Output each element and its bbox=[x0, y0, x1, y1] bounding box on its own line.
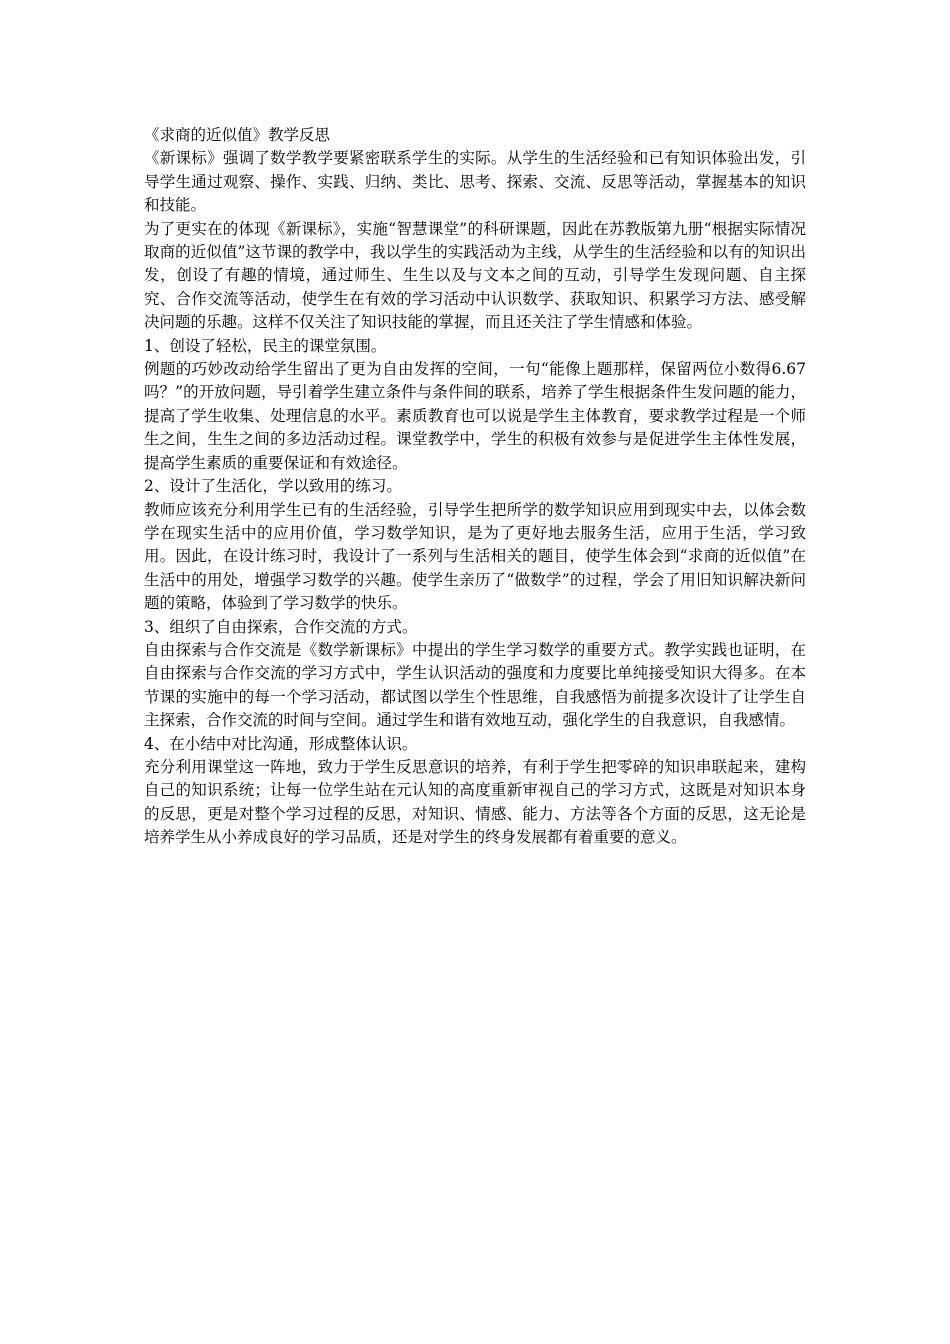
heading-point-4: 4、在小结中对比沟通，形成整体认识。 bbox=[144, 734, 418, 753]
heading-point-2: 2、设计了生活化，学以致用的练习。 bbox=[144, 477, 402, 496]
heading-point-1: 1、创设了轻松，民主的课堂氛围。 bbox=[144, 336, 387, 355]
document-title: 《求商的近似值》教学反思 bbox=[144, 126, 331, 144]
paragraph-point-3: 自由探索与合作交流是《数学新课标》中提出的学生学习数学的重要方式。教学实践也证明，在自由探索与合作交流的学习方式中，学生认识活动的强度和力度要比单纯接受知识大得多。在本节课的实施中的每一个学习活动，都试图以学生个性思维，自我感悟为前提多次设计了让学生自主探索，合作交流的时间与空间。通过学生和谐有效地互动，强化学生的自我意识，自我感情。 bbox=[144, 640, 806, 730]
paragraph-intro: 《新课标》强调了数学教学要紧密联系学生的实际。从学生的生活经验和已有知识体验出发，引导学生通过观察、操作、实践、归纳、类比、思考、探索、交流、反思等活动，掌握基本的知识和技能。 bbox=[144, 149, 806, 215]
paragraph-point-2: 教师应该充分利用学生已有的生活经验，引导学生把所学的数学知识应用到现实中去，以体会数学在现实生活中的应用价值，学习数学知识，是为了更好地去服务生活，应用于生活，学习致用。因此，在设计练习时，我设计了一系列与生活相关的题目，使学生体会到“求商的近似值”在生活中的用处，增强学习数学的兴趣。使学生亲历了“做数学”的过程，学会了用旧知识解决新问题的策略，体验到了学习数学的快乐。 bbox=[144, 500, 806, 613]
paragraph-context: 为了更实在的体现《新课标》，实施“智慧课堂”的科研课题，因此在苏教版第九册“根据实际情况取商的近似值”这节课的教学中，我以学生的实践活动为主线，从学生的生活经验和以有的知识出发，创设了有趣的情境，通过师生、生生以及与文本之间的互动，引导学生发现问题、自主探究、合作交流等活动，使学生在有效的学习活动中认识数学、获取知识、积累学习方法、感受解决问题的乐趣。这样不仅关注了知识技能的掌握，而且还关注了学生情感和体验。 bbox=[144, 219, 806, 332]
document-page bbox=[144, 124, 806, 850]
paragraph-point-4: 充分利用课堂这一阵地，致力于学生反思意识的培养，有利于学生把零碎的知识串联起来，建构自己的知识系统；让每一位学生站在元认知的高度重新审视自己的学习方式，这既是对知识本身的反思，更是对整个学习过程的反思，对知识、情感、能力、方法等各个方面的反思，这无论是培养学生从小养成良好的学习品质，还是对学生的终身发展都有着重要的意义。 bbox=[144, 757, 806, 847]
heading-point-3: 3、组织了自由探索，合作交流的方式。 bbox=[144, 617, 418, 636]
paragraph-point-1: 例题的巧妙改动给学生留出了更为自由发挥的空间，一句“能像上题那样，保留两位小数得6.67吗？”的开放问题，导引着学生建立条件与条件间的联系，培养了学生根据条件生发问题的能力，提高了学生收集、处理信息的水平。素质教育也可以说是学生主体教育，要求教学过程是一个师生之间，生生之间的多边活动过程。课堂教学中，学生的积极有效参与是促进学生主体性发展，提高学生素质的重要保证和有效途径。 bbox=[144, 360, 806, 472]
